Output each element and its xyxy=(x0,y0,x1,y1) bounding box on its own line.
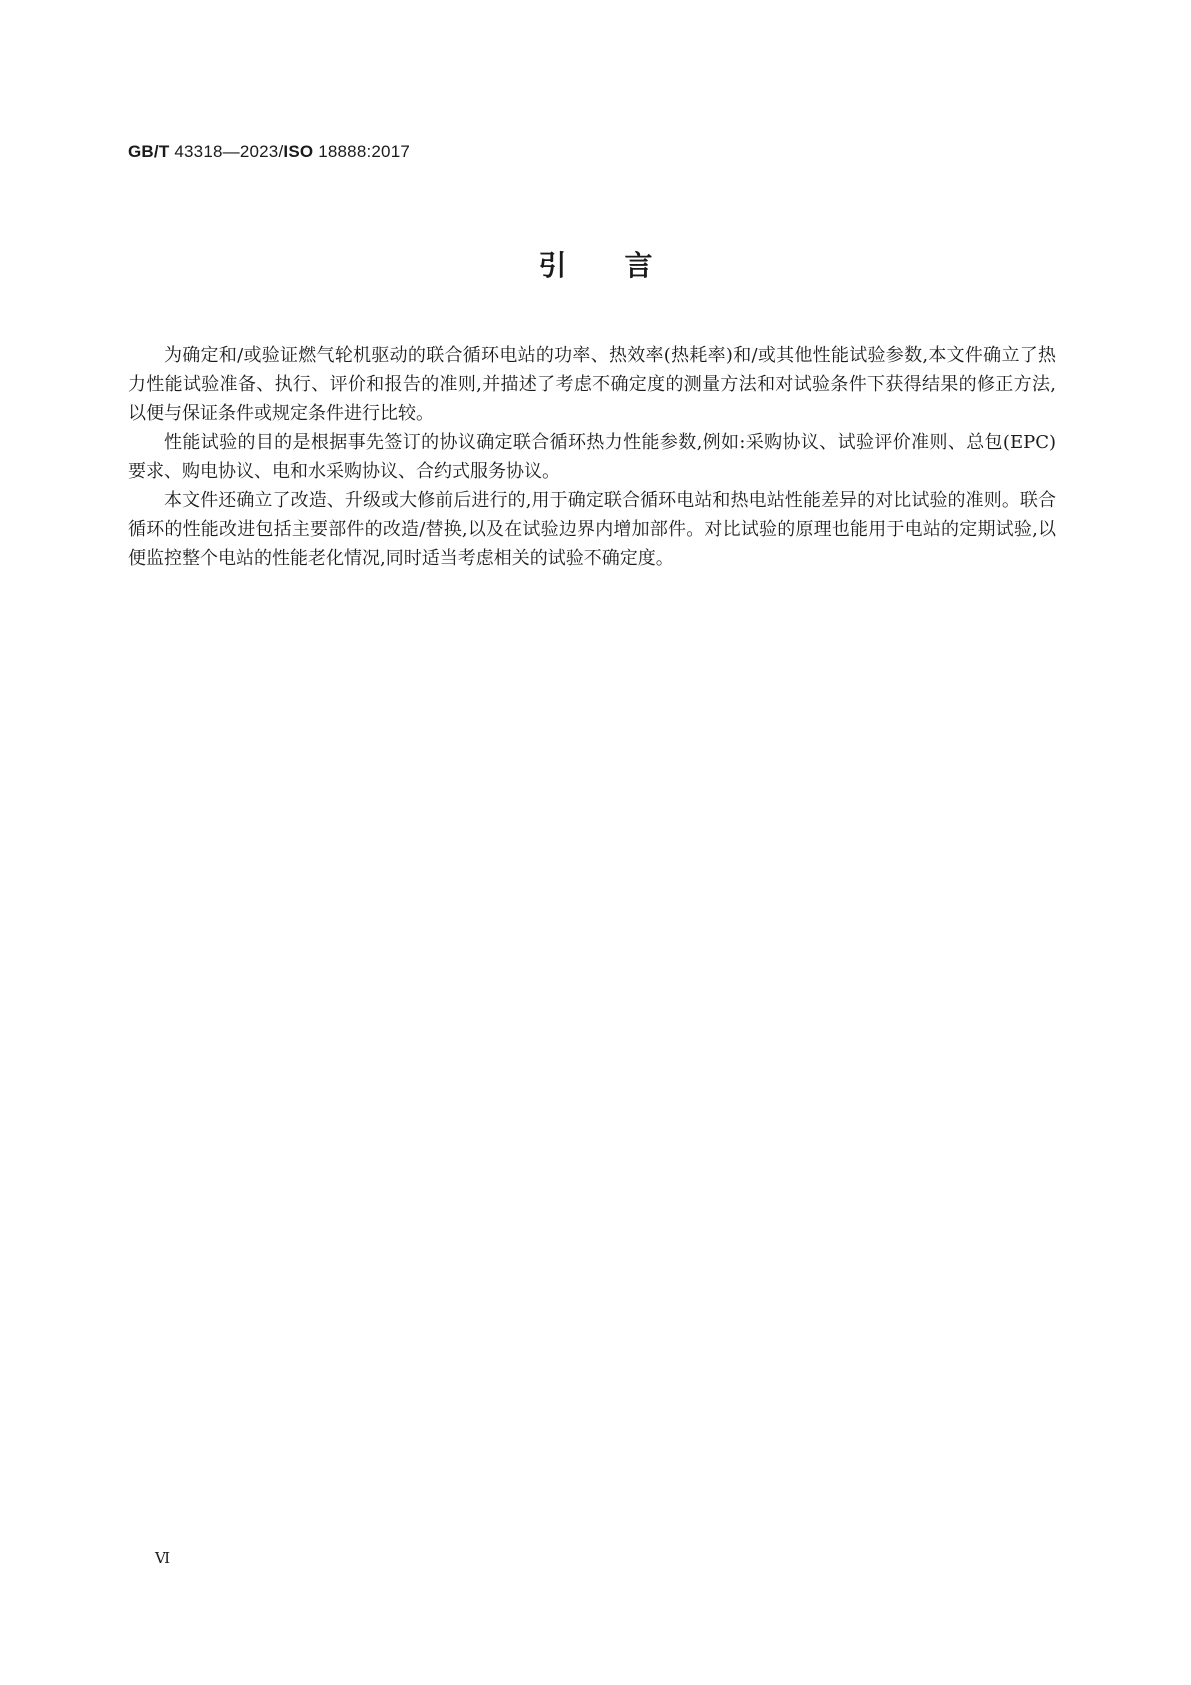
iso-prefix: ISO xyxy=(283,142,314,161)
iso-reference: 18888:2017 xyxy=(313,142,411,161)
standard-number: 43318 xyxy=(174,142,223,161)
paragraph-2: 性能试验的目的是根据事先签订的协议确定联合循环热力性能参数,例如:采购协议、试验评价准则、总包(EPC)要求、购电协议、电和水采购协议、合约式服务协议。 xyxy=(128,432,1056,482)
paragraph-1: 为确定和/或验证燃气轮机驱动的联合循环电站的功率、热效率(热耗率)和/或其他性能试验参数,本文件确立了热力性能试验准备、执行、评价和报告的准则,并描述了考虑不确定度的测量方法和对试验条件下获得结果的修正方法,以便与保证条件或规定条件进行比较。 xyxy=(128,345,1056,424)
introduction-body xyxy=(128,341,1056,573)
standard-dash: — xyxy=(222,142,240,161)
paragraph-3: 本文件还确立了改造、升级或大修前后进行的,用于确定联合循环电站和热电站性能差异的对比试验的准则。联合循环的性能改进包括主要部件的改造/替换,以及在试验边界内增加部件。对比试验的原理也能用于电站的定期试验,以便监控整个电站的性能老化情况,同时适当考虑相关的试验不确定度。 xyxy=(128,490,1056,569)
page-number: Ⅵ xyxy=(155,1549,171,1567)
standard-header xyxy=(128,142,410,162)
section-title: 引言 xyxy=(538,249,711,282)
standard-year: 2023/ xyxy=(239,142,284,161)
standard-prefix: GB/T xyxy=(128,142,170,161)
